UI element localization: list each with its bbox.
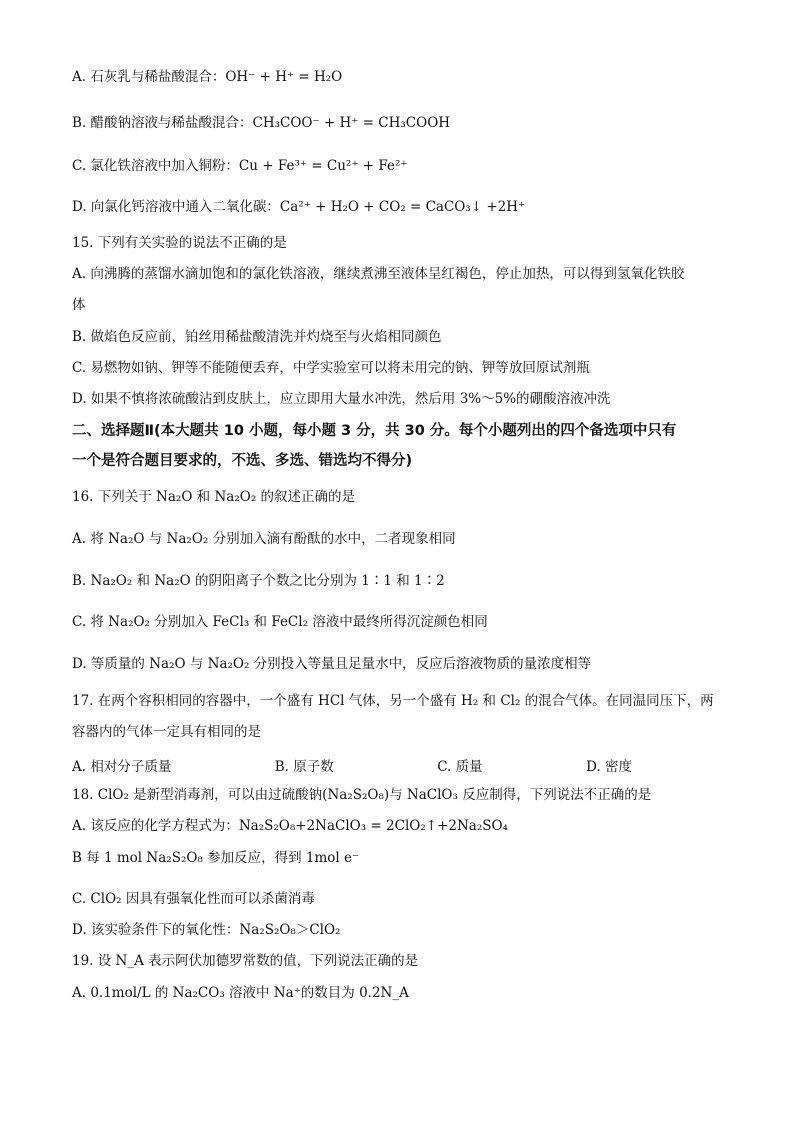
section-2-heading-line2: 一个是符合题目要求的，不选、多选、错选均不得分) <box>72 453 413 469</box>
q16-option-b: B. Na₂O₂ 和 Na₂O 的阴阳离子个数之比分别为 1∶1 和 1∶2 <box>72 573 445 589</box>
q15-option-a-line1: A. 向沸腾的蒸馏水滴加饱和的氯化铁溶液，继续煮沸至液体呈红褐色，停止加热，可以得到氢氧化铁胶 <box>72 266 685 282</box>
q16-option-a: A. 将 Na₂O 与 Na₂O₂ 分别加入滴有酚酞的水中，二者现象相同 <box>72 531 456 547</box>
q17-option-d: D. 密度 <box>586 759 632 775</box>
q18-option-b: B 每 1 mol Na₂S₂O₈ 参加反应，得到 1mol e⁻ <box>72 850 360 866</box>
q17-option-c: C. 质量 <box>437 759 483 775</box>
q17-stem-line2: 容器内的气体一定具有相同的是 <box>72 724 261 740</box>
q17-option-a: A. 相对分子质量 <box>72 759 172 775</box>
q15-option-a-line2: 体 <box>72 297 86 313</box>
q14-option-a: A. 石灰乳与稀盐酸混合：OH⁻ + H⁺ = H₂O <box>72 69 343 85</box>
q18-option-c: C. ClO₂ 因具有强氧化性而可以杀菌消毒 <box>72 891 315 907</box>
q16-stem: 16. 下列关于 Na₂O 和 Na₂O₂ 的叙述正确的是 <box>72 489 356 505</box>
q18-option-a: A. 该反应的化学方程式为：Na₂S₂O₈+2NaClO₃ = 2ClO₂↑+2Na₂SO₄ <box>72 818 508 834</box>
q18-option-d: D. 该实验条件下的氧化性：Na₂S₂O₈＞ClO₂ <box>72 922 341 938</box>
section-2-heading-line1: 二、选择题Ⅱ(本大题共 10 小题，每小题 3 分，共 30 分。每个小题列出的四个备选项中只有 <box>72 423 677 439</box>
q17-option-b: B. 原子数 <box>274 759 334 775</box>
q14-option-d: D. 向氯化钙溶液中通入二氧化碳：Ca²⁺ + H₂O + CO₂ = CaCO₃↓ +2H⁺ <box>72 199 526 215</box>
q15-option-c: C. 易燃物如钠、钾等不能随便丢弃，中学实验室可以将未用完的钠、钾等放回原试剂瓶 <box>72 360 590 376</box>
q14-option-c: C. 氯化铁溶液中加入铜粉：Cu + Fe³⁺ = Cu²⁺ + Fe²⁺ <box>72 158 408 174</box>
q17-stem-line1: 17. 在两个容积相同的容器中，一个盛有 HCl 气体，另一个盛有 H₂ 和 Cl₂ 的混合气体。在同温同压下，两 <box>72 693 714 709</box>
q16-option-d: D. 等质量的 Na₂O 与 Na₂O₂ 分别投入等量且足量水中，反应后溶液物质的量浓度相等 <box>72 656 592 672</box>
q15-option-b: B. 做焰色反应前，铂丝用稀盐酸清洗并灼烧至与火焰相同颜色 <box>72 329 442 345</box>
q17-options <box>72 755 632 775</box>
q19-stem: 19. 设 N_A 表示阿伏加德罗常数的值，下列说法正确的是 <box>72 953 419 969</box>
q14-option-b: B. 醋酸钠溶液与稀盐酸混合：CH₃COO⁻ + H⁺ = CH₃COOH <box>72 115 451 131</box>
q19-option-a: A. 0.1mol/L 的 Na₂CO₃ 溶液中 Na⁺的数目为 0.2N_A <box>72 985 409 1001</box>
q16-option-c: C. 将 Na₂O₂ 分别加入 FeCl₃ 和 FeCl₂ 溶液中最终所得沉淀颜色相同 <box>72 614 488 630</box>
q18-stem: 18. ClO₂ 是新型消毒剂，可以由过硫酸钠(Na₂S₂O₈)与 NaClO₃ 反应制得，下列说法不正确的是 <box>72 787 652 803</box>
q15-option-d: D. 如果不慎将浓硫酸沾到皮肤上，应立即用大量水冲洗，然后用 3%～5%的硼酸溶液冲洗 <box>72 391 611 407</box>
q15-stem: 15. 下列有关实验的说法不正确的是 <box>72 235 287 251</box>
